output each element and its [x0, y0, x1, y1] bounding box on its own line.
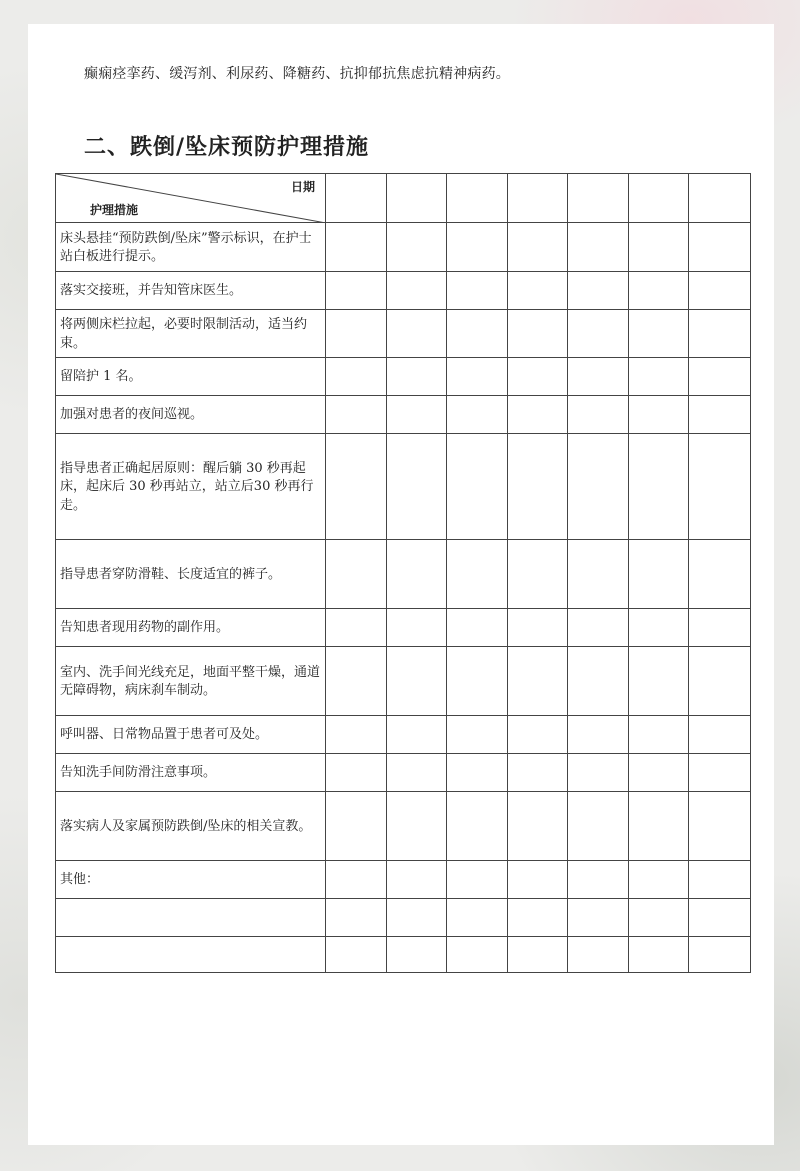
- check-cell[interactable]: [689, 899, 751, 937]
- check-cell[interactable]: [508, 792, 568, 861]
- check-cell[interactable]: [508, 223, 568, 272]
- check-cell[interactable]: [326, 609, 387, 647]
- check-cell[interactable]: [508, 937, 568, 973]
- measure-label: 将两侧床栏拉起，必要时限制活动，适当约束。: [56, 310, 326, 358]
- date-column-4[interactable]: [508, 174, 568, 223]
- check-cell[interactable]: [387, 396, 447, 434]
- diagonal-header-cell: [56, 174, 326, 223]
- check-cell[interactable]: [568, 792, 629, 861]
- table-row: [56, 434, 751, 540]
- check-cell[interactable]: [326, 792, 387, 861]
- table-header-row: [56, 174, 751, 223]
- check-cell[interactable]: [508, 358, 568, 396]
- check-cell[interactable]: [326, 223, 387, 272]
- table-row: [56, 647, 751, 716]
- nursing-measures-table: [55, 173, 751, 973]
- check-cell[interactable]: [629, 937, 689, 973]
- check-cell[interactable]: [326, 899, 387, 937]
- check-cell[interactable]: [568, 434, 629, 540]
- check-cell[interactable]: [387, 358, 447, 396]
- check-cell[interactable]: [568, 540, 629, 609]
- check-cell[interactable]: [629, 396, 689, 434]
- table-row: [56, 754, 751, 792]
- table-row: [56, 310, 751, 358]
- check-cell[interactable]: [387, 609, 447, 647]
- measure-label: 告知患者现用药物的副作用。: [56, 609, 326, 647]
- check-cell[interactable]: [689, 434, 751, 540]
- check-cell[interactable]: [326, 647, 387, 716]
- check-cell[interactable]: [568, 358, 629, 396]
- check-cell[interactable]: [689, 861, 751, 899]
- check-cell[interactable]: [447, 792, 508, 861]
- date-column-5[interactable]: [568, 174, 629, 223]
- check-cell[interactable]: [447, 647, 508, 716]
- check-cell[interactable]: [387, 647, 447, 716]
- check-cell[interactable]: [326, 754, 387, 792]
- check-cell[interactable]: [387, 272, 447, 310]
- check-cell[interactable]: [447, 861, 508, 899]
- check-cell[interactable]: [689, 223, 751, 272]
- check-cell[interactable]: [629, 540, 689, 609]
- date-column-2[interactable]: [387, 174, 447, 223]
- check-cell[interactable]: [508, 861, 568, 899]
- table-row: [56, 937, 751, 973]
- check-cell[interactable]: [326, 358, 387, 396]
- check-cell[interactable]: [508, 540, 568, 609]
- check-cell[interactable]: [689, 540, 751, 609]
- date-column-6[interactable]: [629, 174, 689, 223]
- check-cell[interactable]: [447, 754, 508, 792]
- check-cell[interactable]: [689, 609, 751, 647]
- check-cell[interactable]: [447, 434, 508, 540]
- check-cell[interactable]: [387, 754, 447, 792]
- table-row: [56, 396, 751, 434]
- table-row: [56, 899, 751, 937]
- check-cell[interactable]: [689, 754, 751, 792]
- check-cell[interactable]: [629, 647, 689, 716]
- check-cell[interactable]: [326, 396, 387, 434]
- table-row: [56, 609, 751, 647]
- check-cell[interactable]: [689, 358, 751, 396]
- check-cell[interactable]: [568, 899, 629, 937]
- date-column-3[interactable]: [447, 174, 508, 223]
- check-cell[interactable]: [629, 609, 689, 647]
- check-cell[interactable]: [629, 716, 689, 754]
- check-cell[interactable]: [629, 754, 689, 792]
- check-cell[interactable]: [629, 792, 689, 861]
- date-column-1[interactable]: [326, 174, 387, 223]
- check-cell[interactable]: [326, 434, 387, 540]
- measure-label: 告知洗手间防滑注意事项。: [56, 754, 326, 792]
- check-cell[interactable]: [387, 792, 447, 861]
- table-row: [56, 223, 751, 272]
- header-date-label: 日期: [290, 180, 315, 194]
- check-cell[interactable]: [689, 716, 751, 754]
- measure-label: 落实交接班，并告知管床医生。: [56, 272, 326, 310]
- check-cell[interactable]: [326, 272, 387, 310]
- check-cell[interactable]: [629, 310, 689, 358]
- check-cell[interactable]: [689, 396, 751, 434]
- check-cell[interactable]: [689, 647, 751, 716]
- check-cell[interactable]: [387, 434, 447, 540]
- table-row: [56, 358, 751, 396]
- date-column-7[interactable]: [689, 174, 751, 223]
- check-cell[interactable]: [629, 272, 689, 310]
- check-cell[interactable]: [387, 899, 447, 937]
- check-cell[interactable]: [689, 272, 751, 310]
- check-cell[interactable]: [568, 754, 629, 792]
- check-cell[interactable]: [689, 937, 751, 973]
- measure-label: 加强对患者的夜间巡视。: [56, 396, 326, 434]
- check-cell[interactable]: [568, 310, 629, 358]
- check-cell[interactable]: [447, 937, 508, 973]
- check-cell[interactable]: [568, 396, 629, 434]
- check-cell[interactable]: [568, 609, 629, 647]
- check-cell[interactable]: [508, 899, 568, 937]
- check-cell[interactable]: [387, 223, 447, 272]
- check-cell[interactable]: [326, 540, 387, 609]
- check-cell[interactable]: [568, 647, 629, 716]
- check-cell[interactable]: [568, 861, 629, 899]
- measure-label: [56, 899, 326, 937]
- check-cell[interactable]: [326, 937, 387, 973]
- check-cell[interactable]: [508, 310, 568, 358]
- check-cell[interactable]: [387, 310, 447, 358]
- check-cell[interactable]: [629, 861, 689, 899]
- check-cell[interactable]: [326, 716, 387, 754]
- check-cell[interactable]: [447, 272, 508, 310]
- check-cell[interactable]: [447, 310, 508, 358]
- check-cell[interactable]: [629, 434, 689, 540]
- measure-label: [56, 937, 326, 973]
- check-cell[interactable]: [326, 861, 387, 899]
- table-row: [56, 861, 751, 899]
- measure-label: 留陪护 1 名。: [56, 358, 326, 396]
- check-cell[interactable]: [568, 716, 629, 754]
- measure-label: 指导患者正确起居原则：醒后躺 30 秒再起床，起床后 30 秒再站立，站立后30 秒再行走。: [56, 434, 326, 540]
- check-cell[interactable]: [387, 716, 447, 754]
- check-cell[interactable]: [387, 937, 447, 973]
- check-cell[interactable]: [508, 434, 568, 540]
- measure-label: 床头悬挂“预防跌倒/坠床”警示标识，在护士站白板进行提示。: [56, 223, 326, 272]
- check-cell[interactable]: [326, 310, 387, 358]
- check-cell[interactable]: [508, 396, 568, 434]
- measure-label: 呼叫器、日常物品置于患者可及处。: [56, 716, 326, 754]
- check-cell[interactable]: [387, 540, 447, 609]
- table-row: [56, 792, 751, 861]
- check-cell[interactable]: [447, 716, 508, 754]
- measure-label: 指导患者穿防滑鞋、长度适宜的裤子。: [56, 540, 326, 609]
- check-cell[interactable]: [447, 540, 508, 609]
- check-cell[interactable]: [508, 716, 568, 754]
- check-cell[interactable]: [568, 223, 629, 272]
- check-cell[interactable]: [447, 609, 508, 647]
- check-cell[interactable]: [508, 609, 568, 647]
- measure-label: 室内、洗手间光线充足，地面平整干燥，通道无障碍物，病床刹车制动。: [56, 647, 326, 716]
- check-cell[interactable]: [629, 899, 689, 937]
- check-cell[interactable]: [508, 647, 568, 716]
- measure-label: 落实病人及家属预防跌倒/坠床的相关宣教。: [56, 792, 326, 861]
- table-row: [56, 540, 751, 609]
- check-cell[interactable]: [447, 899, 508, 937]
- check-cell[interactable]: [508, 754, 568, 792]
- measure-label: 其他：: [56, 861, 326, 899]
- table-row: [56, 716, 751, 754]
- check-cell[interactable]: [629, 358, 689, 396]
- check-cell[interactable]: [447, 358, 508, 396]
- intro-text: 癫痫痉挛药、缓泻剂、利尿药、降糖药、抗抑郁抗焦虑抗精神病药。: [84, 66, 510, 82]
- check-cell[interactable]: [447, 223, 508, 272]
- check-cell[interactable]: [568, 272, 629, 310]
- check-cell[interactable]: [447, 396, 508, 434]
- section-title: 二、跌倒/坠床预防护理措施: [84, 135, 370, 160]
- check-cell[interactable]: [508, 272, 568, 310]
- table-row: [56, 272, 751, 310]
- check-cell[interactable]: [689, 310, 751, 358]
- check-cell[interactable]: [629, 223, 689, 272]
- check-cell[interactable]: [387, 861, 447, 899]
- check-cell[interactable]: [568, 937, 629, 973]
- header-measures-label: 护理措施: [90, 203, 139, 218]
- check-cell[interactable]: [689, 792, 751, 861]
